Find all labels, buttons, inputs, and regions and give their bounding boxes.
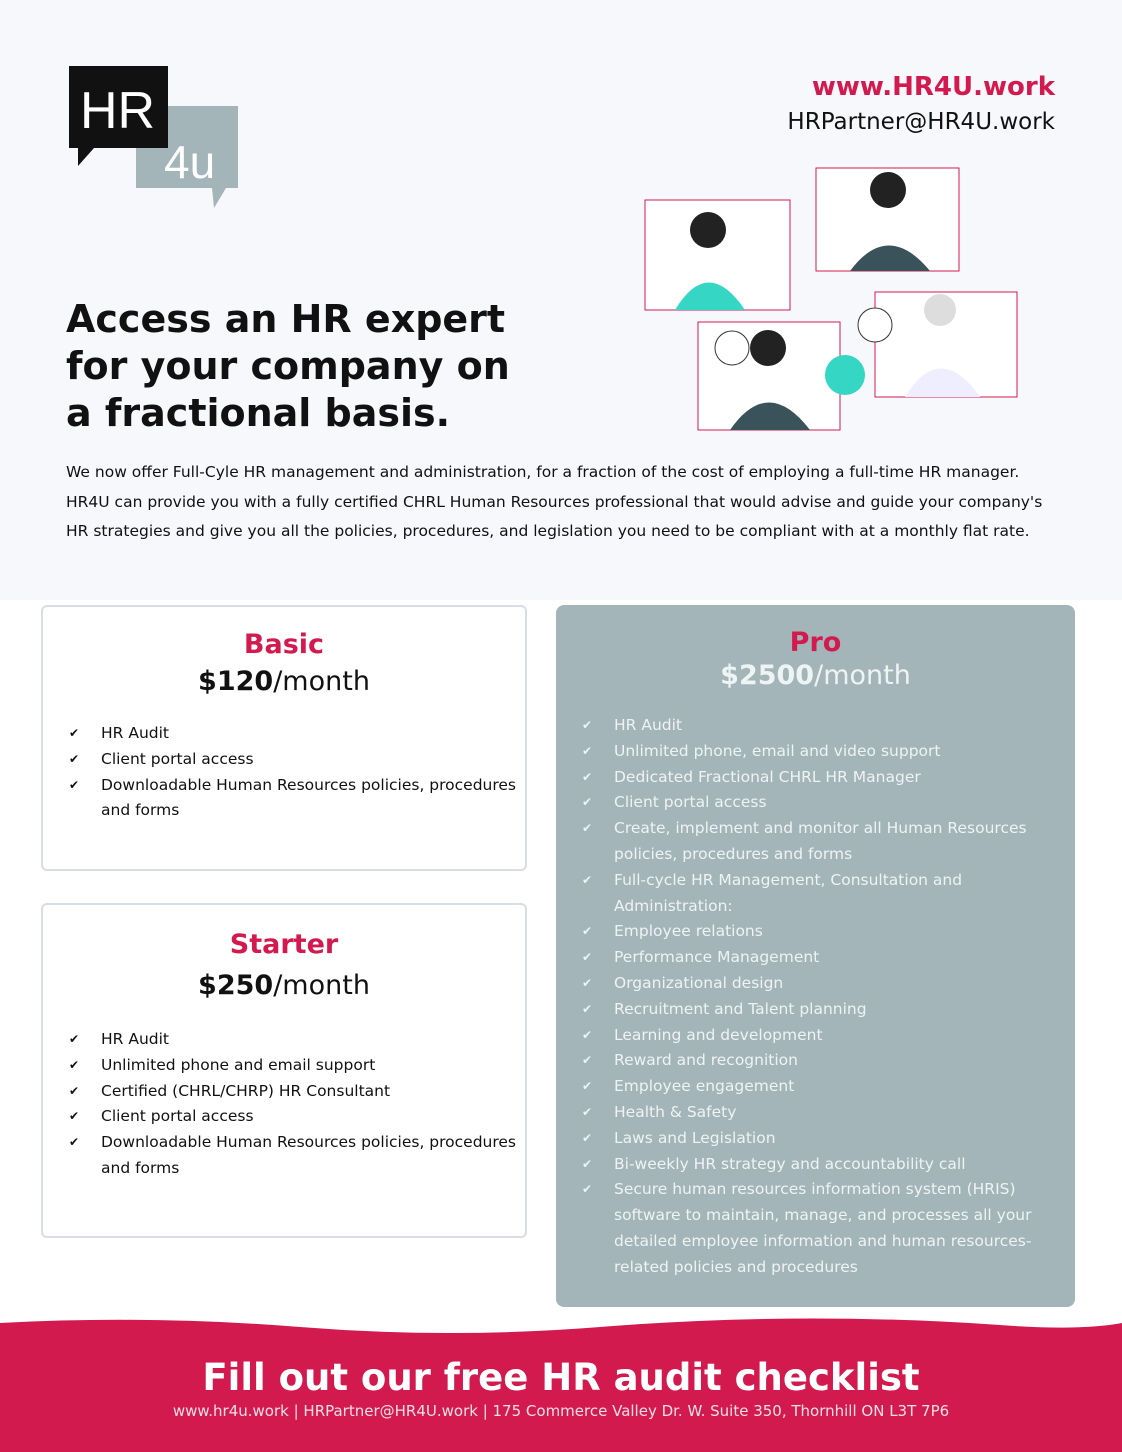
feature-text: Client portal access xyxy=(101,1107,254,1126)
plan-price: $250/month xyxy=(198,970,370,1001)
feature-text: Downloadable Human Resources policies, procedures and forms xyxy=(101,775,517,820)
feature-item xyxy=(43,1079,525,1105)
feature-item xyxy=(556,919,1055,945)
feature-text: Client portal access xyxy=(101,749,254,768)
plan-card-pro xyxy=(556,605,1075,1307)
check-icon: ✔ xyxy=(69,777,80,792)
feature-text: Laws and Legislation xyxy=(614,1128,776,1147)
footer-contact: www.hr4u.work | HRPartner@HR4U.work | 175 Commerce Valley Dr. W. Suite 350, Thornhill ON L3T 7P6 xyxy=(172,1402,950,1420)
feature-item xyxy=(43,773,525,825)
feature-text: Employee engagement xyxy=(614,1077,795,1096)
check-icon: ✔ xyxy=(582,1079,593,1094)
feature-item xyxy=(43,1053,525,1079)
check-icon: ✔ xyxy=(582,1027,593,1042)
website-link[interactable]: www.HR4U.work xyxy=(811,72,1055,102)
feature-text: Full-cycle HR Management, Consultation and Administration: xyxy=(614,870,963,915)
feature-text: Secure human resources information system (HRIS) software to maintain, manage, and processes all your detailed employee information and human resources-related policies and procedures xyxy=(614,1180,1032,1276)
check-icon: ✔ xyxy=(69,726,80,740)
feature-list xyxy=(43,721,525,824)
feature-text: Certified (CHRL/CHRP) HR Consultant xyxy=(101,1081,391,1100)
check-icon: ✔ xyxy=(582,718,593,732)
check-icon: ✔ xyxy=(582,872,593,887)
check-icon: ✔ xyxy=(69,1057,80,1072)
plan-name: Basic xyxy=(243,629,325,660)
feature-item xyxy=(556,1126,1055,1152)
feature-item xyxy=(556,1177,1055,1280)
check-icon: ✔ xyxy=(582,924,593,939)
check-icon: ✔ xyxy=(582,950,593,965)
plan-name: Starter xyxy=(229,929,339,960)
feature-item xyxy=(556,1048,1055,1074)
feature-item xyxy=(556,1100,1055,1126)
feature-item xyxy=(556,971,1055,997)
feature-item xyxy=(556,945,1055,971)
intro-paragraph: We now offer Full-Cyle HR management and administration, for a fraction of the cost of employing a full-time HR manager. HR4U can provide you with a fully certified CHRL Human Resources professional that would advise and guide your company's HR strategies and give you all the policies, procedures, and legislation you need to be compliant with at a monthly flat rate. xyxy=(66,463,1043,540)
check-icon: ✔ xyxy=(582,769,593,784)
svg-text:HR: HR xyxy=(80,82,156,140)
feature-text: Create, implement and monitor all Human Resources policies, procedures and forms xyxy=(614,819,1027,863)
feature-text: Recruitment and Talent planning xyxy=(614,999,867,1018)
plan-card-basic xyxy=(41,605,527,871)
check-icon: ✔ xyxy=(582,1156,593,1171)
feature-item xyxy=(43,1104,525,1130)
plan-card-starter xyxy=(41,903,527,1238)
check-icon: ✔ xyxy=(582,1182,593,1197)
plan-price: $120/month xyxy=(198,666,370,697)
feature-text: Employee relations xyxy=(614,922,763,941)
check-icon: ✔ xyxy=(69,751,80,766)
feature-text: Reward and recognition xyxy=(614,1051,798,1070)
feature-item xyxy=(556,997,1055,1023)
check-icon: ✔ xyxy=(582,1130,593,1145)
feature-item xyxy=(556,1023,1055,1049)
feature-item xyxy=(556,713,1055,739)
hr4u-logo xyxy=(66,66,241,211)
feature-text: Performance Management xyxy=(614,948,820,967)
feature-item xyxy=(43,1027,525,1053)
feature-text: Bi-weekly HR strategy and accountability call xyxy=(614,1154,966,1173)
feature-list xyxy=(556,713,1075,1281)
video-call-illustration xyxy=(620,150,1060,440)
feature-item xyxy=(556,1152,1055,1178)
email-link[interactable]: HRPartner@HR4U.work xyxy=(787,109,1055,135)
feature-text: Dedicated Fractional CHRL HR Manager xyxy=(614,767,921,786)
feature-item xyxy=(43,1130,525,1182)
svg-text:4u: 4u xyxy=(164,136,216,188)
check-icon: ✔ xyxy=(582,1001,593,1016)
check-icon: ✔ xyxy=(582,975,593,990)
feature-list xyxy=(43,1027,525,1182)
page-headline: Access an HR expert for your company on a fractional basis. xyxy=(66,297,510,435)
check-icon: ✔ xyxy=(69,1032,80,1046)
feature-item xyxy=(556,1074,1055,1100)
feature-text: Learning and development xyxy=(614,1025,823,1044)
plan-name: Pro xyxy=(789,627,842,658)
check-icon: ✔ xyxy=(582,795,593,810)
feature-text: HR Audit xyxy=(614,716,683,734)
feature-item xyxy=(556,790,1055,816)
feature-item xyxy=(556,739,1055,765)
check-icon: ✔ xyxy=(69,1135,80,1150)
check-icon: ✔ xyxy=(69,1109,80,1124)
feature-text: Downloadable Human Resources policies, procedures and forms xyxy=(101,1133,517,1177)
feature-text: HR Audit xyxy=(101,1030,170,1048)
feature-item xyxy=(43,721,525,747)
check-icon: ✔ xyxy=(69,1083,80,1098)
audit-checklist-cta[interactable]: Fill out our free HR audit checklist xyxy=(202,1356,920,1399)
feature-text: Organizational design xyxy=(614,973,784,992)
plan-price: $2500/month xyxy=(720,660,911,691)
check-icon: ✔ xyxy=(582,821,593,836)
feature-text: Client portal access xyxy=(614,793,767,812)
check-icon: ✔ xyxy=(582,1104,593,1119)
feature-text: Unlimited phone, email and video support xyxy=(614,741,941,760)
check-icon: ✔ xyxy=(582,743,593,758)
feature-item xyxy=(556,868,1055,920)
feature-item xyxy=(43,747,525,773)
check-icon: ✔ xyxy=(582,1053,593,1068)
contact-info xyxy=(787,70,1055,140)
feature-text: Health & Safety xyxy=(614,1102,737,1121)
feature-item xyxy=(556,765,1055,791)
feature-item xyxy=(556,816,1055,868)
feature-text: Unlimited phone and email support xyxy=(101,1055,376,1074)
feature-text: HR Audit xyxy=(101,724,170,742)
